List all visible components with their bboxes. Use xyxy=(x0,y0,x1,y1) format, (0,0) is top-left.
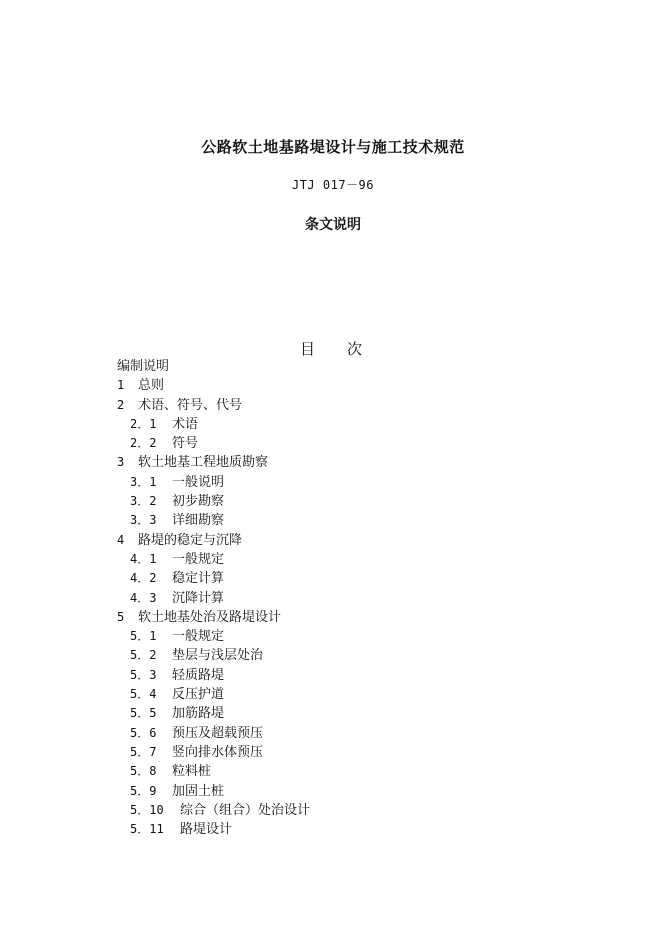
toc-entry-number: 5．7 xyxy=(130,744,157,759)
toc-entry[interactable] xyxy=(117,357,310,376)
toc-entry[interactable] xyxy=(117,453,310,472)
toc-entry[interactable] xyxy=(117,569,310,588)
toc-entry[interactable] xyxy=(117,376,310,395)
toc-entry-number: 4．1 xyxy=(130,551,157,566)
toc-entry-number: 2 xyxy=(117,397,125,412)
toc-entry[interactable] xyxy=(117,646,310,665)
toc-entry-number: 4 xyxy=(117,532,125,547)
toc-entry[interactable] xyxy=(117,724,310,743)
toc-entry-text: 详细勘察 xyxy=(172,513,225,529)
toc-entry[interactable] xyxy=(117,801,310,820)
toc-entry[interactable] xyxy=(117,782,310,801)
toc-entry[interactable] xyxy=(117,743,310,762)
toc-entry-number: 5．5 xyxy=(130,706,157,721)
toc-entry-number: 5．9 xyxy=(130,783,157,798)
toc-entry[interactable] xyxy=(117,589,310,608)
table-of-contents xyxy=(117,357,310,839)
toc-entry[interactable] xyxy=(117,511,310,530)
toc-entry-text: 编制说明 xyxy=(117,359,170,374)
toc-entry-text: 术语 xyxy=(172,416,199,432)
toc-entry[interactable] xyxy=(117,704,310,723)
toc-entry[interactable] xyxy=(117,627,310,646)
toc-entry-number: 2．1 xyxy=(130,416,157,431)
toc-entry-number: 5．1 xyxy=(130,629,157,644)
toc-entry[interactable] xyxy=(117,434,310,453)
toc-entry-number: 1 xyxy=(117,378,125,393)
toc-entry-number: 5．10 xyxy=(130,802,164,817)
toc-entry[interactable] xyxy=(117,473,310,492)
toc-entry[interactable] xyxy=(117,666,310,685)
toc-entry-number: 5．4 xyxy=(130,687,157,702)
toc-entry[interactable] xyxy=(117,608,310,627)
toc-entry-text: 竖向排水体预压 xyxy=(172,744,264,760)
toc-entry-number: 4．3 xyxy=(130,590,157,605)
toc-entry-text: 软土地基工程地质勘察 xyxy=(138,455,269,471)
toc-entry-text: 稳定计算 xyxy=(172,571,225,587)
toc-entry-number: 3 xyxy=(117,455,125,470)
toc-entry-text: 反压护道 xyxy=(172,687,225,703)
toc-entry-text: 预压及超载预压 xyxy=(172,725,264,741)
toc-entry[interactable] xyxy=(117,492,310,511)
toc-entry[interactable] xyxy=(117,415,310,434)
toc-entry-text: 符号 xyxy=(172,436,199,452)
toc-entry-text: 垫层与浅层处治 xyxy=(172,648,264,664)
toc-entry-number: 5 xyxy=(117,609,125,624)
toc-entry[interactable] xyxy=(117,685,310,704)
toc-entry-text: 总则 xyxy=(138,378,165,394)
toc-entry-text: 粒料桩 xyxy=(172,764,212,780)
toc-entry-text: 加筋路堤 xyxy=(172,706,225,722)
toc-entry-text: 术语、符号、代号 xyxy=(138,397,243,413)
toc-entry-number: 3．1 xyxy=(130,474,157,489)
toc-entry-number: 5．6 xyxy=(130,725,157,740)
toc-entry-text: 路堤的稳定与沉降 xyxy=(138,532,243,548)
standard-code: JTJ 017－96 xyxy=(291,178,375,192)
toc-entry[interactable] xyxy=(117,820,310,839)
toc-entry-text: 沉降计算 xyxy=(172,590,225,606)
toc-entry-text: 一般规定 xyxy=(172,551,225,567)
toc-entry-text: 综合（组合）处治设计 xyxy=(180,802,311,818)
toc-entry-text: 一般说明 xyxy=(172,474,225,490)
toc-heading xyxy=(300,338,362,359)
toc-entry-text: 路堤设计 xyxy=(180,822,233,838)
toc-entry-text: 初步勘察 xyxy=(172,494,225,510)
toc-entry-number: 5．2 xyxy=(130,648,157,663)
toc-entry[interactable] xyxy=(117,396,310,415)
toc-entry-number: 4．2 xyxy=(130,571,157,586)
toc-heading-left: 目 xyxy=(300,340,316,358)
toc-entry-text: 一般规定 xyxy=(172,629,225,645)
toc-entry-number: 3．2 xyxy=(130,494,157,509)
toc-entry-number: 3．3 xyxy=(130,513,157,528)
toc-entry-text: 软土地基处治及路堤设计 xyxy=(138,609,282,625)
toc-entry-text: 轻质路堤 xyxy=(172,667,225,683)
toc-entry-text: 加固土桩 xyxy=(172,783,225,799)
toc-entry-number: 2．2 xyxy=(130,436,157,451)
toc-entry[interactable] xyxy=(117,550,310,569)
toc-entry-number: 5．8 xyxy=(130,764,157,779)
toc-entry[interactable] xyxy=(117,762,310,781)
toc-entry[interactable] xyxy=(117,531,310,550)
toc-entry-number: 5．11 xyxy=(130,822,164,837)
toc-heading-right: 次 xyxy=(347,340,363,358)
toc-entry-number: 5．3 xyxy=(130,667,157,682)
document-subtitle: 条文说明 xyxy=(305,217,361,233)
document-title: 公路软土地基路堤设计与施工技术规范 xyxy=(201,138,465,156)
